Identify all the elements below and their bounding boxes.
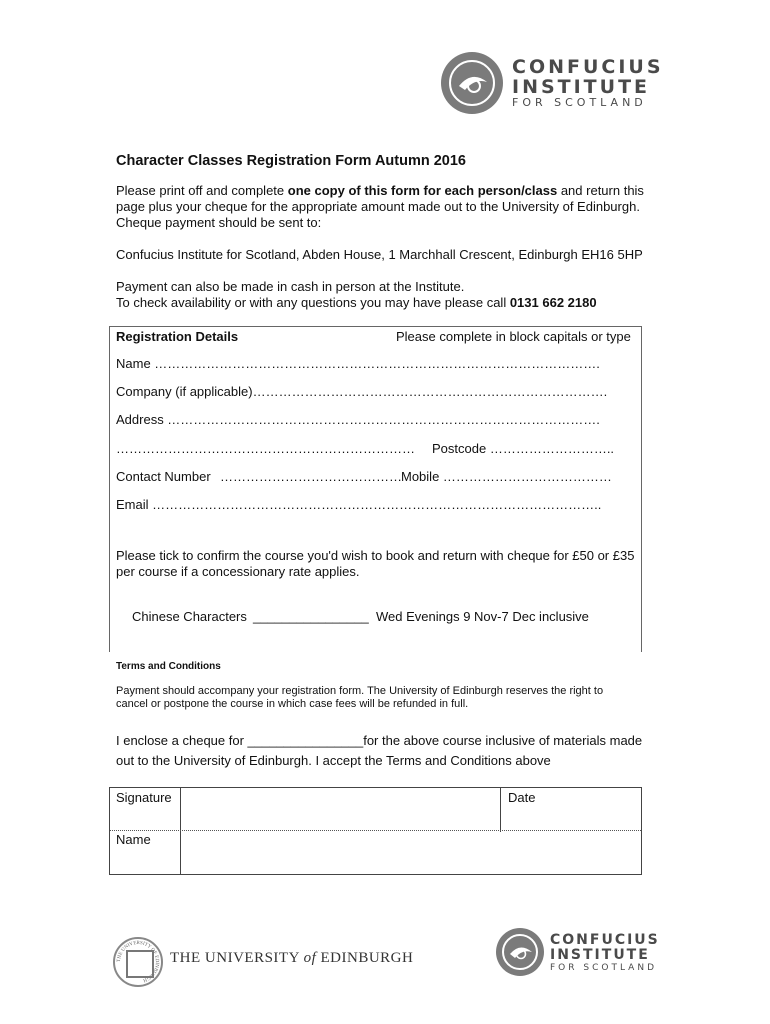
enclose-text-1: I enclose a cheque for <box>116 733 248 748</box>
terms-heading: Terms and Conditions <box>116 661 221 672</box>
contact-number-field[interactable]: …………………………………… <box>220 469 402 484</box>
university-of-edinburgh-wordmark <box>170 950 413 967</box>
terms-line-1: Payment should accompany your registration form. The University of Edinburgh reserves the right to <box>116 685 604 697</box>
address-field[interactable]: Address ………………………………………………………………………………………. <box>116 412 600 427</box>
course-tick-blank[interactable]: ________________ <box>253 609 369 624</box>
university-of-edinburgh-crest <box>113 937 163 987</box>
header-logo-line1: CONFUCIUS <box>512 56 664 78</box>
date-field[interactable] <box>501 806 639 830</box>
course-name: Chinese Characters <box>132 609 247 624</box>
cheque-enclosure-line-2: out to the University of Edinburgh. I accept the Terms and Conditions above <box>116 753 551 768</box>
postal-address: Confucius Institute for Scotland, Abden House, 1 Marchhall Crescent, Edinburgh EH16 5HP <box>116 247 643 262</box>
terms-line-2: cancel or postpone the course in which case fees will be refunded in full. <box>116 698 469 710</box>
mobile-field[interactable]: Mobile ………………………………… <box>401 469 612 484</box>
email-field[interactable]: Email ………………………………………………………………………………………….. <box>116 497 602 512</box>
intro-bold-text: one copy of this form for each person/class <box>287 183 558 198</box>
date-label: Date <box>508 790 536 805</box>
name-field[interactable]: Name …………………………………………………………………………………………. <box>116 356 600 371</box>
footer-logo-line1: CONFUCIUS <box>550 932 660 948</box>
intro-line-2: page plus your cheque for the appropriate amount made out to the University of Edinburgh. <box>116 199 640 214</box>
course-tick-instruction-1: Please tick to confirm the course you'd wish to book and return with cheque for £50 or £35 <box>116 548 635 563</box>
signature-name-field[interactable] <box>181 831 639 872</box>
cheque-amount-blank[interactable]: ________________ <box>247 733 364 748</box>
contact-number-label: Contact Number <box>116 469 211 484</box>
footer-confucius-seal-logo <box>496 928 544 976</box>
postcode-field[interactable]: Postcode ……………………….. <box>432 441 615 456</box>
signature-label: Signature <box>116 790 172 805</box>
intro-text-1: Please print off and complete <box>116 183 288 198</box>
intro-paragraph <box>116 183 656 231</box>
name-label: Name <box>116 832 151 847</box>
payment-info <box>116 279 597 311</box>
course-schedule: Wed Evenings 9 Nov-7 Dec inclusive <box>376 609 589 624</box>
phone-number: 0131 662 2180 <box>509 295 597 310</box>
enclose-text-2: for the above course inclusive of materials made <box>363 733 643 748</box>
intro-line-3: Cheque payment should be sent to: <box>116 215 322 230</box>
uoe-of: of <box>303 950 317 966</box>
header-logo-line2: INSTITUTE <box>512 76 651 98</box>
confucius-institute-seal-logo <box>441 52 503 114</box>
intro-text-2: and return this <box>557 183 644 198</box>
page-title: Character Classes Registration Form Autumn 2016 <box>116 153 466 169</box>
footer-logo-line3: FOR SCOTLAND <box>550 963 657 973</box>
header-logo-line3: FOR SCOTLAND <box>512 96 647 109</box>
uoe-prefix: THE UNIVERSITY <box>170 950 304 966</box>
crest-ring-text: THE UNIVERSITY OF EDINBURGH <box>116 940 160 983</box>
contact-prompt: To check availability or with any questions you may have please call <box>116 295 510 310</box>
cheque-enclosure-line-1 <box>116 733 642 748</box>
company-field[interactable]: Company (if applicable)………………………………………………………………………. <box>116 384 608 399</box>
signature-field[interactable] <box>181 789 499 830</box>
block-capitals-instruction: Please complete in block capitals or type <box>396 329 631 344</box>
course-tick-instruction-2: per course if a concessionary rate applies. <box>116 564 360 579</box>
footer-logo-line2: INSTITUTE <box>550 947 650 963</box>
registration-heading: Registration Details <box>116 329 239 344</box>
uoe-suffix: EDINBURGH <box>316 950 414 966</box>
address-line-2-field[interactable]: …………………………………………………………… <box>116 441 415 456</box>
cash-payment-line: Payment can also be made in cash in person at the Institute. <box>116 279 465 294</box>
registration-details-box <box>109 326 642 652</box>
